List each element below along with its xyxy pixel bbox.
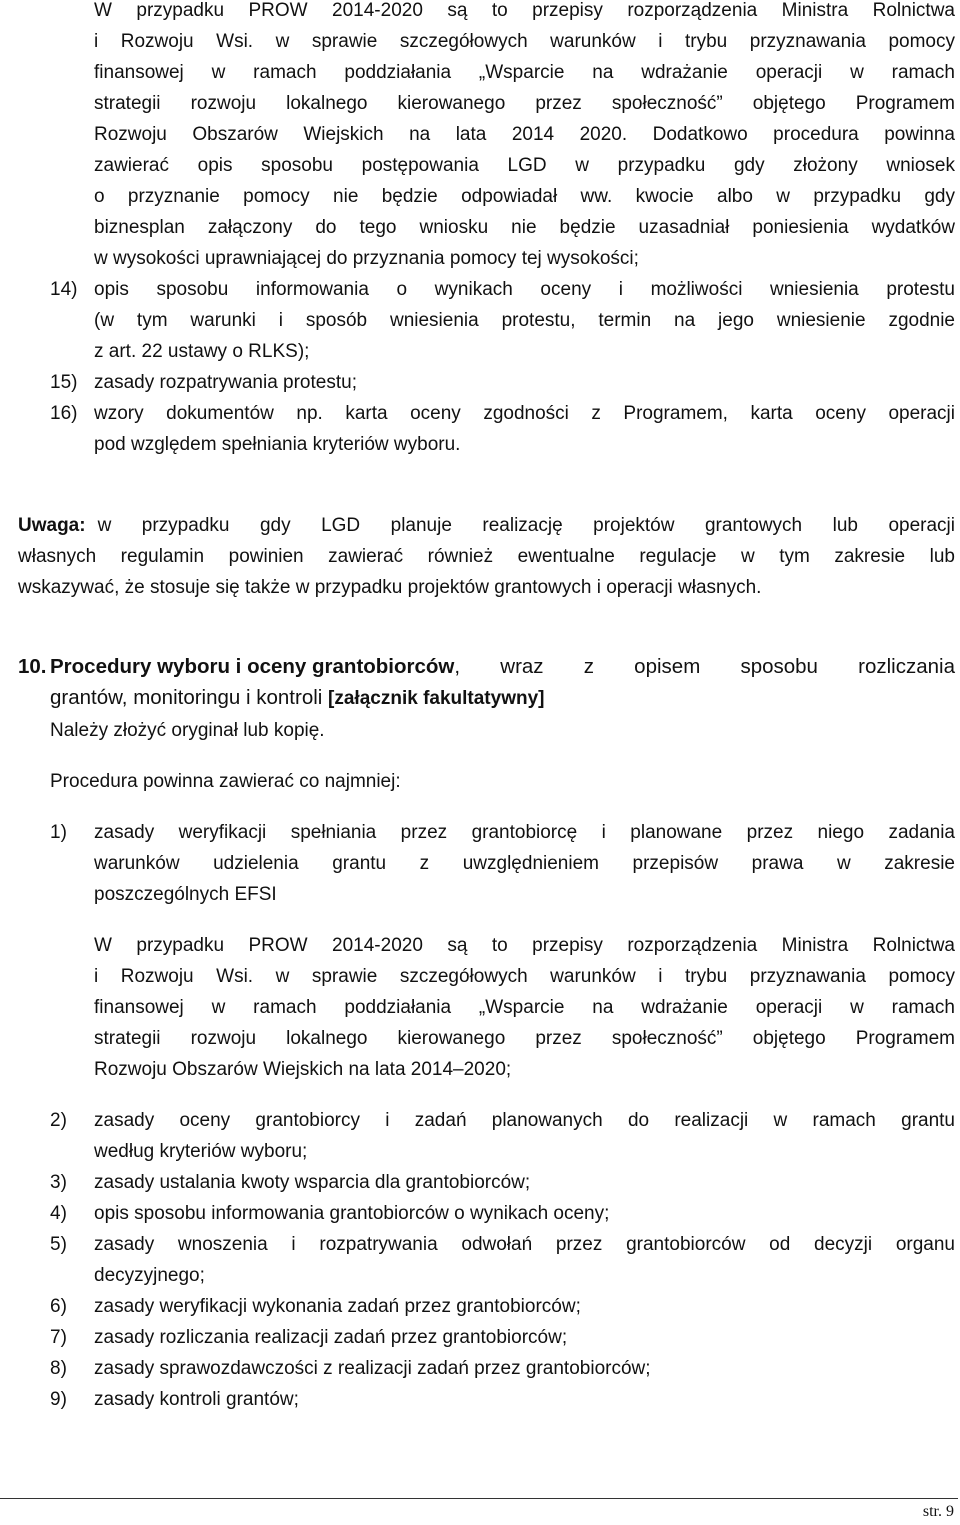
text-line: zasady sprawozdawczości z realizacji zadań przez grantobiorców;: [94, 1358, 651, 1379]
text-line: w wysokości uprawniającej do przyznania pomocy tej wysokości;: [94, 248, 639, 269]
text-line: wskazywać, że stosuje się także w przypadku projektów grantowych i operacji własnych.: [18, 577, 762, 598]
list-number: 9): [50, 1389, 67, 1410]
text-line: zasady wnoszenia i rozpatrywania odwołań przez grantobiorców od decyzji organu: [94, 1234, 955, 1255]
text-line: (w tym warunki i sposób wniesienia protestu, termin na jego wniesienie zgodnie: [94, 310, 955, 331]
text-line: z art. 22 ustawy o RLKS);: [94, 341, 310, 362]
list-number: 3): [50, 1172, 67, 1193]
section-title-line: [50, 656, 955, 678]
section-title-bold: Procedury wyboru i oceny grantobiorców: [50, 655, 455, 678]
instruction-text: Należy złożyć oryginał lub kopię.: [50, 720, 325, 741]
intro-text: Procedura powinna zawierać co najmniej:: [50, 771, 401, 792]
text-line: Rozwoju Obszarów Wiejskich na lata 2014 2020. Dodatkowo procedura powinna: [94, 124, 955, 145]
text-line: wzory dokumentów np. karta oceny zgodności z Programem, karta oceny operacji: [94, 403, 955, 424]
text-line: W przypadku PROW 2014-2020 są to przepisy rozporządzenia Ministra Rolnictwa: [94, 935, 955, 956]
section-title-rest: , wraz z opisem sposobu rozliczania: [454, 655, 955, 678]
text-line: zasady ustalania kwoty wsparcia dla grantobiorców;: [94, 1172, 531, 1193]
text-line: finansowej w ramach poddziałania „Wsparcie na wdrażanie operacji w ramach: [94, 997, 955, 1018]
text-line: W przypadku PROW 2014-2020 są to przepisy rozporządzenia Ministra Rolnictwa: [94, 0, 955, 21]
list-number: 16): [50, 403, 78, 424]
list-number: 1): [50, 822, 67, 843]
text-line: zasady oceny grantobiorcy i zadań planowanych do realizacji w ramach grantu: [94, 1110, 955, 1131]
text-line: Rozwoju Obszarów Wiejskich na lata 2014–2020;: [94, 1059, 512, 1080]
text-line: strategii rozwoju lokalnego kierowanego przez społeczność” objętego Programem: [94, 93, 955, 114]
section-title-text: grantów, monitoringu i kontroli: [50, 686, 329, 709]
text-line: i Rozwoju Wsi. w sprawie szczegółowych warunków i trybu przyznawania pomocy: [94, 966, 955, 987]
list-number: 8): [50, 1358, 67, 1379]
list-number: 4): [50, 1203, 67, 1224]
page-number: str. 9: [922, 1503, 954, 1520]
list-number: 6): [50, 1296, 67, 1317]
text-line: zasady rozpatrywania protestu;: [94, 372, 357, 393]
text-line: decyzyjnego;: [94, 1265, 205, 1286]
text-line: i Rozwoju Wsi. w sprawie szczegółowych warunków i trybu przyznawania pomocy: [94, 31, 955, 52]
section-number: 10.: [18, 655, 47, 678]
text-line: zasady weryfikacji spełniania przez grantobiorcę i planowane przez niego zadania: [94, 822, 955, 843]
list-number: 2): [50, 1110, 67, 1131]
list-number: 5): [50, 1234, 67, 1255]
text-line: finansowej w ramach poddziałania „Wsparcie na wdrażanie operacji w ramach: [94, 62, 955, 83]
list-number: 7): [50, 1327, 67, 1348]
attachment-tag: [załącznik fakultatywny]: [328, 688, 545, 709]
text-line: biznesplan załączony do tego wniosku nie będzie uzasadniał poniesienia wydatków: [94, 217, 955, 238]
text-line: własnych regulamin powinien zawierać również ewentualne regulacje w tym zakresie lub: [18, 546, 955, 567]
text-line: zawierać opis sposobu postępowania LGD w przypadku gdy złożony wniosek: [94, 155, 955, 176]
list-number: 15): [50, 372, 78, 393]
note-label: Uwaga:: [18, 515, 86, 536]
footer-divider: [0, 1498, 958, 1499]
text-line: zasady rozliczania realizacji zadań przez grantobiorców;: [94, 1327, 568, 1348]
text-line: pod względem spełniania kryteriów wyboru.: [94, 434, 461, 455]
note-first-line: [18, 515, 955, 537]
text-line: strategii rozwoju lokalnego kierowanego przez społeczność” objętego Programem: [94, 1028, 955, 1049]
list-number: 14): [50, 279, 78, 300]
section-title-line-2: [50, 687, 544, 710]
text-line: warunków udzielenia grantu z uwzględnieniem przepisów prawa w zakresie: [94, 853, 955, 874]
text-line: opis sposobu informowania grantobiorców o wynikach oceny;: [94, 1203, 610, 1224]
text-line: zasady kontroli grantów;: [94, 1389, 299, 1410]
text-line: opis sposobu informowania o wynikach oceny i możliwości wniesienia protestu: [94, 279, 955, 300]
text-line: o przyznanie pomocy nie będzie odpowiadał ww. kwocie albo w przypadku gdy: [94, 186, 955, 207]
text-line: według kryteriów wyboru;: [94, 1141, 308, 1162]
text-line: zasady weryfikacji wykonania zadań przez grantobiorców;: [94, 1296, 581, 1317]
text-line: w przypadku gdy LGD planuje realizację projektów grantowych lub operacji: [97, 515, 955, 536]
text-line: poszczególnych EFSI: [94, 884, 277, 905]
